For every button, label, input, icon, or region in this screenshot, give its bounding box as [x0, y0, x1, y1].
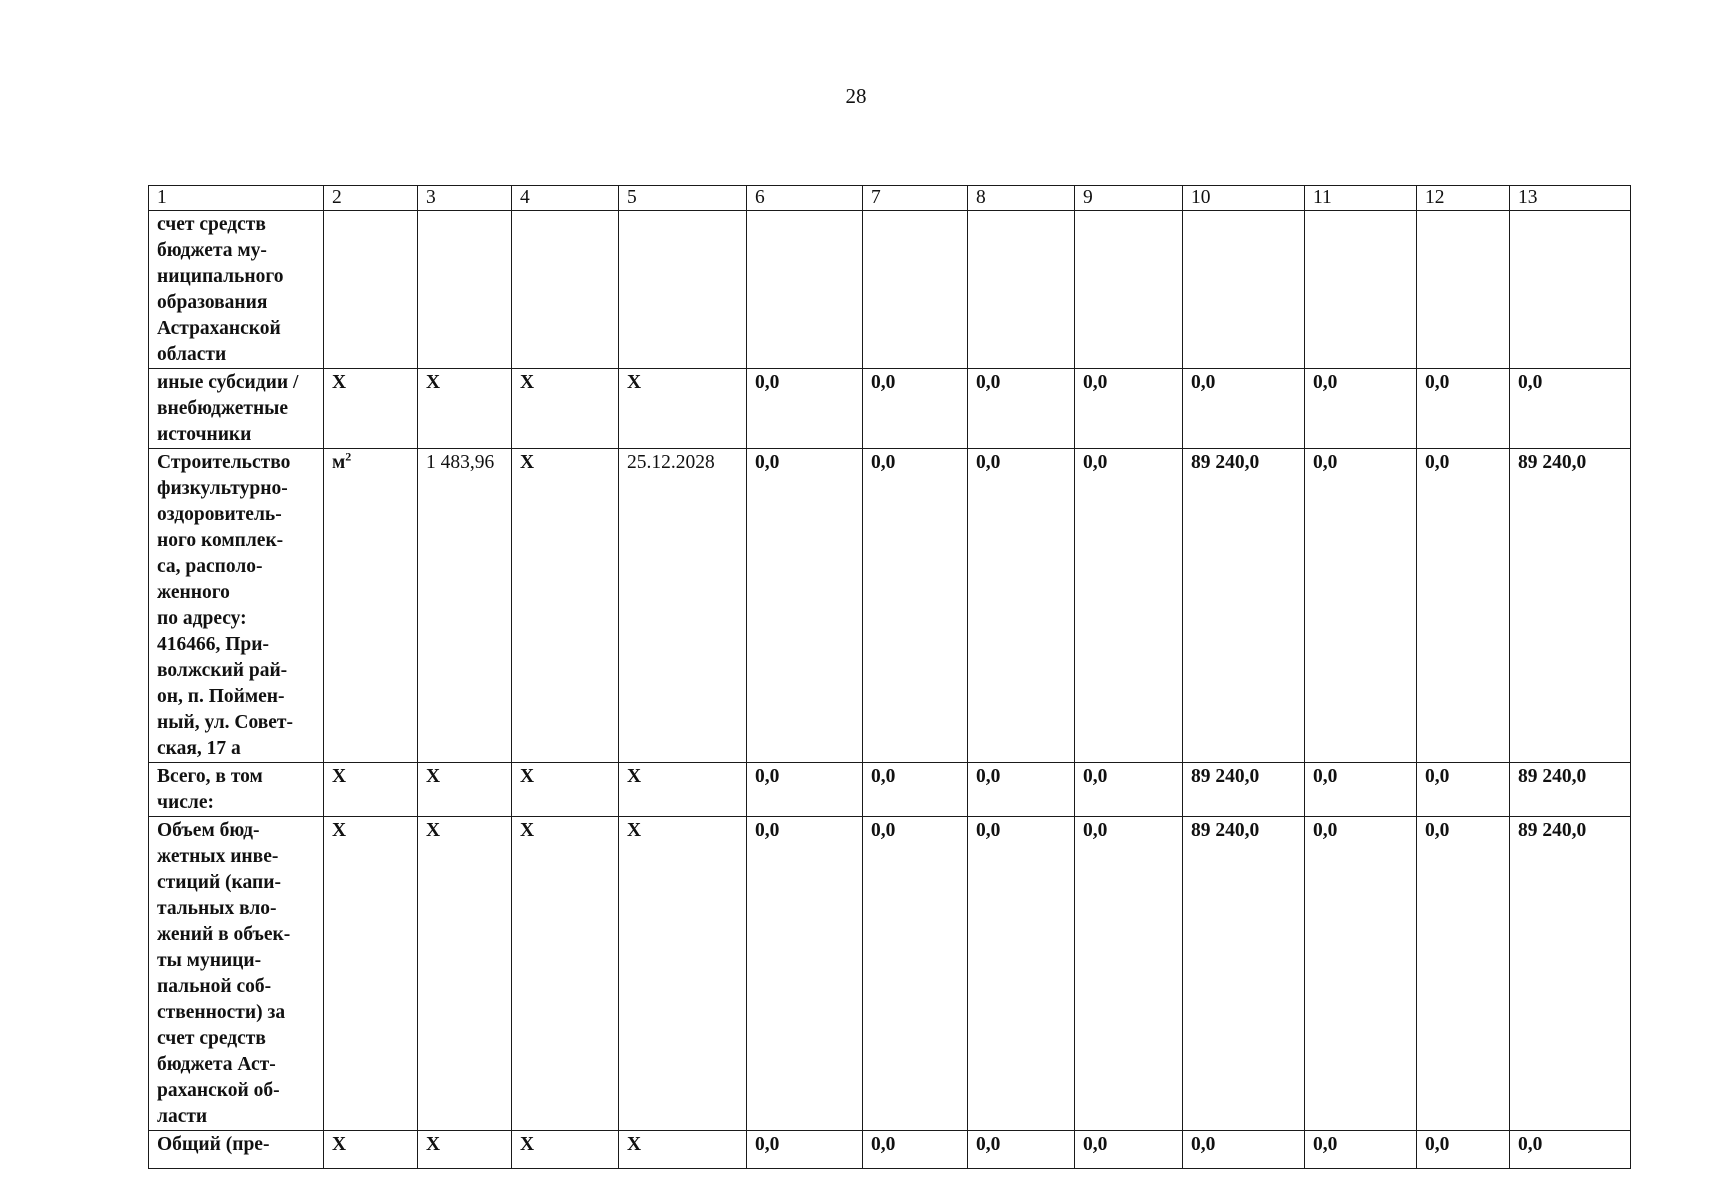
- table-cell: 0,0: [1510, 369, 1631, 449]
- unit-superscript: 2: [345, 449, 352, 464]
- table-cell: Х: [324, 1131, 418, 1169]
- table-cell: 0,0: [1075, 449, 1183, 763]
- table-cell: Х: [512, 1131, 619, 1169]
- table-cell: Х: [512, 449, 619, 763]
- table-cell: 0,0: [1510, 1131, 1631, 1169]
- table-row: [149, 1131, 1631, 1169]
- table-cell: [1183, 211, 1305, 369]
- table-cell: Х: [418, 817, 512, 1131]
- table-cell: [1510, 211, 1631, 369]
- table-cell: Х: [512, 369, 619, 449]
- table-cell: [863, 211, 968, 369]
- unit-label: м: [332, 452, 346, 473]
- table-cell: [324, 211, 418, 369]
- table-cell: 25.12.2028: [619, 449, 747, 763]
- column-number: 3: [418, 186, 512, 211]
- table-cell: 0,0: [863, 763, 968, 817]
- table-cell: 0,0: [747, 369, 863, 449]
- table-cell: Х: [619, 763, 747, 817]
- table-cell: Х: [418, 369, 512, 449]
- column-number: 11: [1305, 186, 1417, 211]
- table-row: [149, 449, 1631, 763]
- table-cell: Х: [324, 763, 418, 817]
- table-row: [149, 817, 1631, 1131]
- row-description: Всего, в том числе:: [149, 763, 324, 817]
- column-number: 1: [149, 186, 324, 211]
- unit-cell: [324, 449, 418, 763]
- table-cell: 0,0: [1305, 817, 1417, 1131]
- table-cell: Х: [418, 763, 512, 817]
- table-cell: 0,0: [968, 817, 1075, 1131]
- table-cell: [747, 211, 863, 369]
- table-cell: 0,0: [1305, 449, 1417, 763]
- table-cell: 0,0: [1075, 763, 1183, 817]
- table-cell: 89 240,0: [1510, 763, 1631, 817]
- table-cell: Х: [619, 1131, 747, 1169]
- table-cell: 0,0: [1305, 1131, 1417, 1169]
- column-number: 13: [1510, 186, 1631, 211]
- table-cell: 0,0: [1305, 763, 1417, 817]
- table-cell: [1417, 211, 1510, 369]
- table-cell: Х: [512, 763, 619, 817]
- table-cell: [619, 211, 747, 369]
- table-cell: 0,0: [1183, 369, 1305, 449]
- column-number: 6: [747, 186, 863, 211]
- table-row: [149, 369, 1631, 449]
- table-cell: 0,0: [863, 449, 968, 763]
- table-cell: 0,0: [1075, 817, 1183, 1131]
- table-cell: [1305, 211, 1417, 369]
- row-description: Объем бюд- жетных инве- стиций (капи- тальных вло- жений в объек- ты муници- пальной соб- ственности) за счет средств бюджета Аст- раханской об- ласти: [149, 817, 324, 1131]
- table-cell: 0,0: [1075, 369, 1183, 449]
- table-cell: 1 483,96: [418, 449, 512, 763]
- table-cell: 89 240,0: [1183, 817, 1305, 1131]
- column-number: 9: [1075, 186, 1183, 211]
- budget-table: [148, 185, 1631, 1169]
- column-number: 12: [1417, 186, 1510, 211]
- table-cell: 0,0: [1417, 449, 1510, 763]
- table-cell: Х: [418, 1131, 512, 1169]
- row-description: счет средств бюджета му- ниципального образования Астраханской области: [149, 211, 324, 369]
- table-cell: [1075, 211, 1183, 369]
- row-description: Строительство физкультурно- оздоровитель- ного комплек- са, располо- женного по адресу: 416466, При- волжский рай- он, п. Поймен- ный, ул. Совет- ская, 17 а: [149, 449, 324, 763]
- column-number: 2: [324, 186, 418, 211]
- table-cell: 0,0: [968, 1131, 1075, 1169]
- table-cell: 89 240,0: [1183, 763, 1305, 817]
- table-cell: 0,0: [747, 817, 863, 1131]
- column-number: 4: [512, 186, 619, 211]
- table-cell: 0,0: [747, 1131, 863, 1169]
- table-cell: 0,0: [747, 763, 863, 817]
- table-cell: 0,0: [1075, 1131, 1183, 1169]
- column-number: 5: [619, 186, 747, 211]
- table-cell: 0,0: [1417, 817, 1510, 1131]
- table-row: [149, 763, 1631, 817]
- table-header-row: [149, 186, 1631, 211]
- table-cell: 0,0: [968, 763, 1075, 817]
- row-description: Общий (пре-: [149, 1131, 324, 1169]
- table-cell: 0,0: [1417, 1131, 1510, 1169]
- column-number: 7: [863, 186, 968, 211]
- column-number: 8: [968, 186, 1075, 211]
- table-cell: 0,0: [1417, 369, 1510, 449]
- table-cell: 89 240,0: [1510, 449, 1631, 763]
- table-cell: 89 240,0: [1510, 817, 1631, 1131]
- table-cell: 0,0: [1305, 369, 1417, 449]
- table-cell: 0,0: [968, 449, 1075, 763]
- table-cell: 0,0: [747, 449, 863, 763]
- table-cell: 0,0: [863, 1131, 968, 1169]
- table-cell: 0,0: [1417, 763, 1510, 817]
- table-cell: [418, 211, 512, 369]
- table-cell: 0,0: [863, 817, 968, 1131]
- row-description: иные субсидии / внебюджетные источники: [149, 369, 324, 449]
- table-cell: 0,0: [968, 369, 1075, 449]
- table-cell: Х: [324, 817, 418, 1131]
- column-number: 10: [1183, 186, 1305, 211]
- table-cell: Х: [324, 369, 418, 449]
- table-cell: 0,0: [863, 369, 968, 449]
- page-number: 28: [845, 84, 867, 108]
- table-cell: [968, 211, 1075, 369]
- table-cell: Х: [512, 817, 619, 1131]
- table-row: [149, 211, 1631, 369]
- table-cell: Х: [619, 817, 747, 1131]
- table-cell: 0,0: [1183, 1131, 1305, 1169]
- table-cell: Х: [619, 369, 747, 449]
- table-cell: 89 240,0: [1183, 449, 1305, 763]
- table-cell: [512, 211, 619, 369]
